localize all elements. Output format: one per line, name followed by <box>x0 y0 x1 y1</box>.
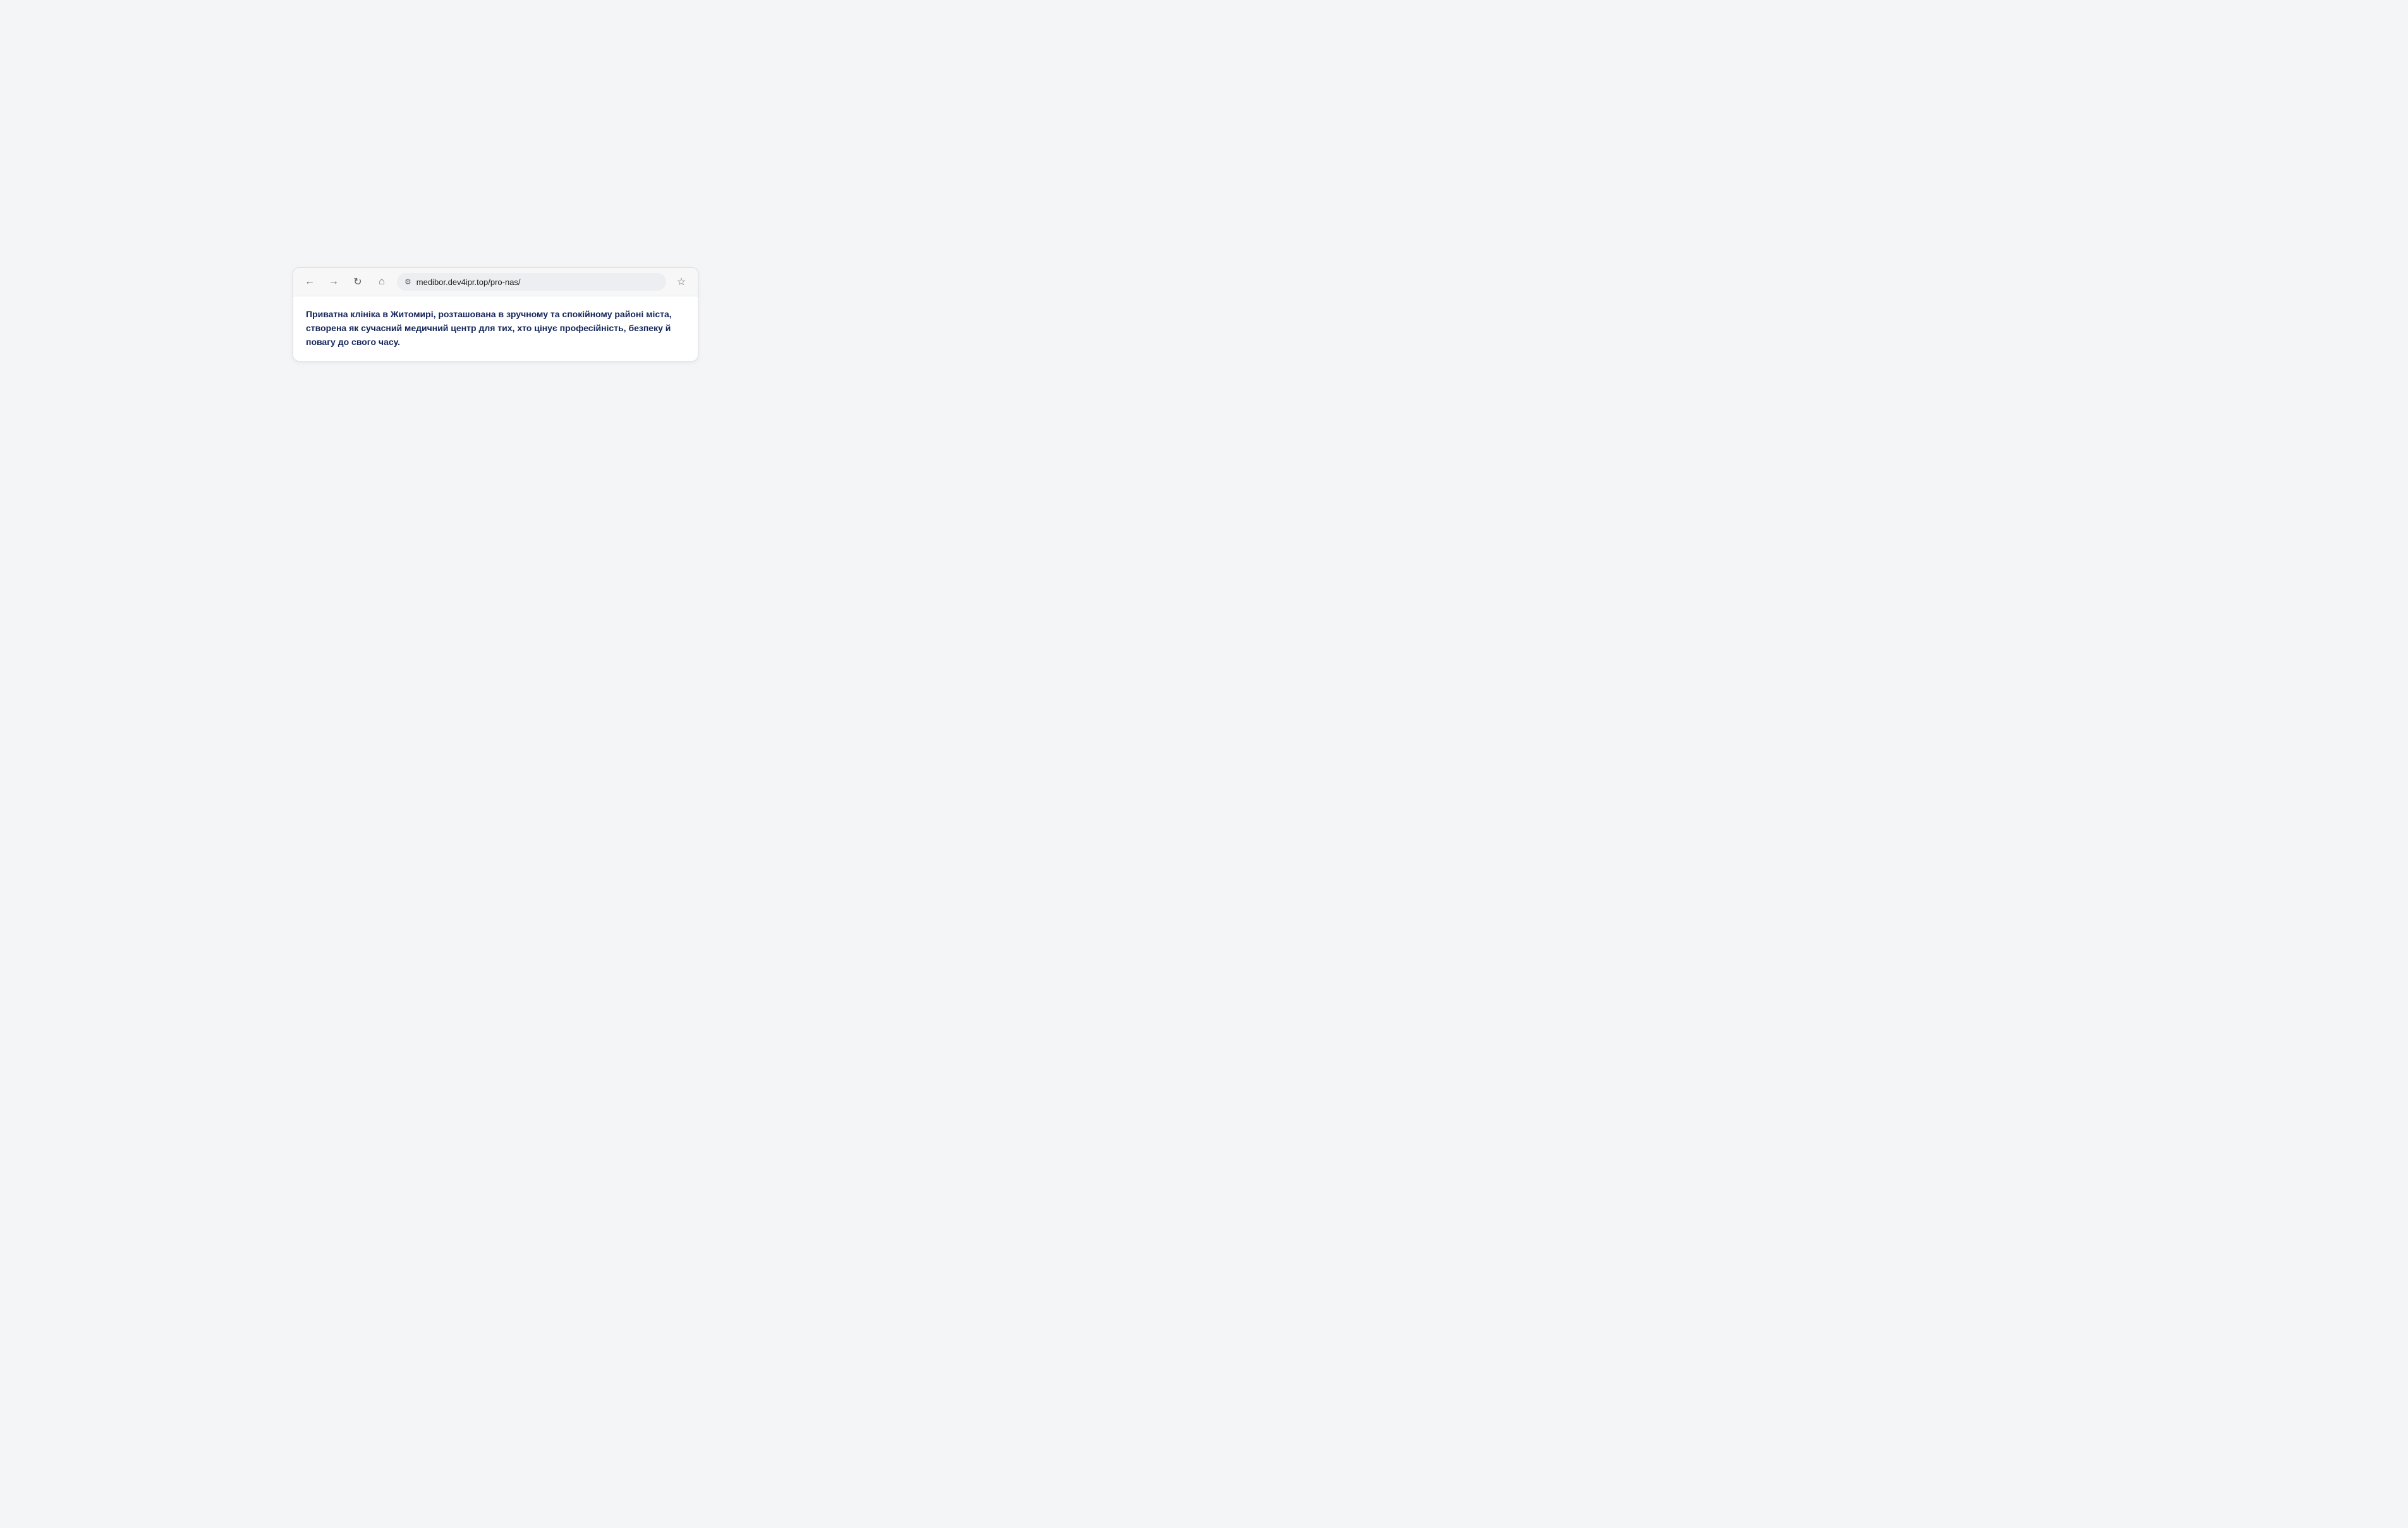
lead-paragraph-bold: Приватна клініка в Житомирі, розташована в зручному та спокійному районі міста, створена як сучасний медичний центр для тих, хто цінує професійність, безпеку й повагу до свого часу. <box>306 309 672 347</box>
browser-window <box>293 267 698 361</box>
browser-toolbar <box>293 268 698 296</box>
page-content <box>293 296 698 360</box>
site-info-icon[interactable]: ⚙ <box>404 277 411 287</box>
url-text: medibor.dev4ipr.top/pro-nas/ <box>416 277 521 287</box>
bookmark-star-icon[interactable]: ☆ <box>676 277 686 288</box>
address-bar[interactable] <box>397 273 666 291</box>
reload-icon[interactable]: ↻ <box>353 277 362 288</box>
forward-icon[interactable]: → <box>329 276 339 288</box>
home-icon[interactable]: ⌂ <box>379 276 385 288</box>
back-icon[interactable]: ← <box>305 276 315 288</box>
